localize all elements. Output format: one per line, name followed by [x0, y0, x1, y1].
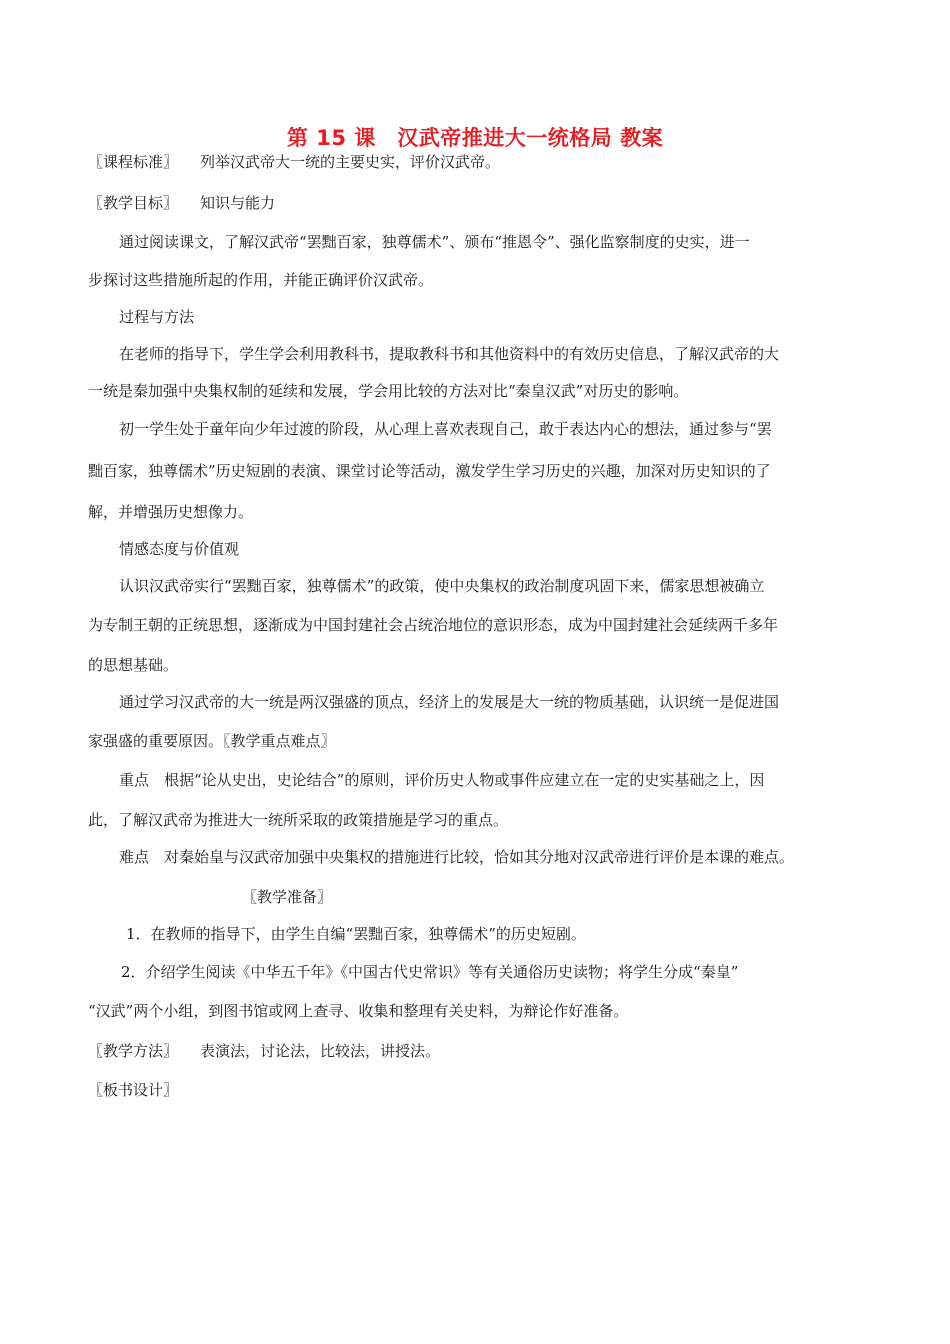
paragraph-line: 家强盛的重要原因。〖教学重点难点〗 — [88, 732, 336, 750]
paragraph-line: 为专制王朝的正统思想，逐渐成为中国封建社会占统治地位的意识形态，成为中国封建社会延续两千多年 — [88, 616, 779, 634]
paragraph-line: 一统是秦加强中央集权制的延续和发展，学会用比较的方法对比“秦皇汉武”对历史的影响。 — [88, 382, 689, 400]
course-standard-label: 〖课程标准〗 — [88, 153, 179, 171]
paragraph-line: 在老师的指导下，学生学会利用教科书，提取教科书和其他资料中的有效历史信息，了解汉武帝的大 — [119, 345, 780, 363]
course-standard-text: 列举汉武帝大一统的主要史实，评价汉武帝。 — [200, 153, 501, 171]
preparation-item-2: 2．介绍学生阅读《中华五千年》《中国古代史常识》等有关通俗历史读物；将学生分成“秦皇” — [121, 963, 739, 981]
teaching-methods-label: 〖教学方法〗 — [88, 1042, 179, 1060]
paragraph-line: 解，并增强历史想像力。 — [88, 503, 254, 521]
paragraph-line: 步探讨这些措施所起的作用，并能正确评价汉武帝。 — [88, 271, 434, 289]
process-subheading: 过程与方法 — [119, 308, 195, 326]
preparation-item-1: 1．在教师的指导下，由学生自编“罢黜百家，独尊儒术”的历史短剧。 — [126, 925, 586, 943]
teaching-methods-line — [88, 1041, 440, 1061]
paragraph-line: 通过学习汉武帝的大一统是两汉强盛的顶点，经济上的发展是大一统的物质基础，认识统一是促进国 — [119, 693, 780, 711]
difficult-point-line: 难点 对秦始皇与汉武帝加强中央集权的措施进行比较，恰如其分地对汉武帝进行评价是本课的难点。 — [119, 848, 795, 866]
objectives-label: 〖教学目标〗 — [88, 194, 179, 212]
teaching-methods-text: 表演法，讨论法，比较法，讲授法。 — [200, 1042, 441, 1060]
paragraph-line: 初一学生处于童年向少年过渡的阶段，从心理上喜欢表现自己，敢于表达内心的想法，通过参与“罢 — [119, 420, 772, 438]
objectives-line — [88, 193, 275, 213]
preparation-label: 〖教学准备〗 — [242, 888, 333, 906]
key-point-line: 此，了解汉武帝为推进大一统所采取的政策措施是学习的重点。 — [88, 811, 509, 829]
paragraph-line: 的思想基础。 — [88, 656, 179, 674]
paragraph-line: 通过阅读课文，了解汉武帝“罢黜百家，独尊儒术”、颁布“推恩令”、强化监察制度的史实，进一 — [119, 233, 750, 251]
knowledge-subheading: 知识与能力 — [200, 194, 276, 212]
document-title: 第 15 课 汉武帝推进大一统格局 教案 — [286, 126, 664, 150]
emotion-subheading: 情感态度与价值观 — [119, 540, 240, 558]
key-point-line: 重点 根据“论从史出，史论结合”的原则，评价历史人物或事件应建立在一定的史实基础之上，因 — [119, 771, 765, 789]
course-standard-line — [88, 152, 500, 172]
paragraph-line: 黜百家，独尊儒术”历史短剧的表演、课堂讨论等活动，激发学生学习历史的兴趣，加深对历史知识的了 — [88, 462, 771, 480]
preparation-item-2-continued: “汉武”两个小组，到图书馆或网上查寻、收集和整理有关史料，为辩论作好准备。 — [88, 1002, 629, 1020]
board-design-label: 〖板书设计〗 — [88, 1081, 179, 1099]
paragraph-line: 认识汉武帝实行“罢黜百家，独尊儒术”的政策，使中央集权的政治制度巩固下来，儒家思想被确立 — [119, 577, 765, 595]
